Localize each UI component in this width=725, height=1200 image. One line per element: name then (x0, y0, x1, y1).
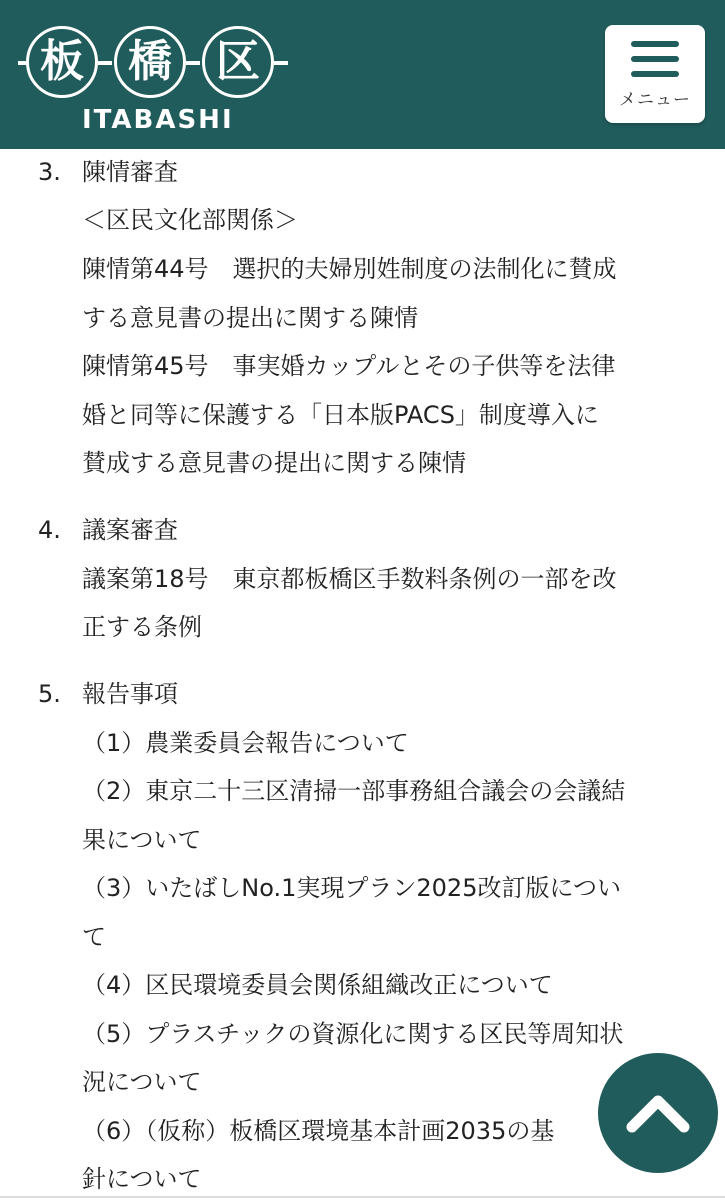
section-line: 婚と同等に保護する「日本版PACS」制度導入に (82, 401, 599, 429)
report-item: 況について (82, 1068, 202, 1096)
bottom-divider (0, 1196, 725, 1198)
logo-divider (186, 61, 200, 65)
section-line: する意見書の提出に関する陳情 (82, 304, 418, 332)
report-item: （3）いたばしNo.1実現プラン2025改訂版につい (82, 874, 621, 902)
scroll-to-top-button[interactable] (598, 1053, 718, 1173)
section-title: 議案審査 (82, 516, 178, 544)
itabashi-logo[interactable] (18, 10, 298, 135)
logo-circle-1 (26, 26, 98, 98)
report-item: （2）東京二十三区清掃一部事務組合議会の会議結 (82, 777, 626, 805)
logo-kanji-1: 板 (40, 36, 84, 87)
logo-divider (98, 61, 112, 65)
section-line: 陳情第44号 選択的夫婦別姓制度の法制化に賛成 (82, 255, 617, 283)
section-title: 陳情審査 (82, 158, 178, 186)
section-line: ＜区民文化部関係＞ (82, 206, 298, 234)
section-line: 陳情第45号 事実婚カップルとその子供等を法律 (82, 352, 616, 380)
report-item: て (82, 923, 106, 951)
report-item: （1）農業委員会報告について (82, 729, 409, 757)
section-line: 賛成する意見書の提出に関する陳情 (82, 449, 466, 477)
logo-divider (274, 61, 288, 65)
report-item: 果について (82, 826, 202, 854)
section-number: 4. (38, 516, 61, 544)
report-item: （6）（仮称）板橋区環境基本計画2035の基 (82, 1117, 555, 1145)
site-header (0, 0, 725, 149)
logo-circle-3 (202, 26, 274, 98)
logo-circle-2 (114, 26, 186, 98)
menu-button-label: メニュー (619, 90, 691, 110)
logo-kanji-3: 区 (216, 36, 260, 87)
report-item: 針について (82, 1165, 202, 1193)
report-item: （5）プラスチックの資源化に関する区民等周知状 (82, 1020, 624, 1048)
section-line: 正する条例 (82, 613, 202, 641)
section-line: 議案第18号 東京都板橋区手数料条例の一部を改 (82, 565, 617, 593)
section-number: 3. (38, 158, 61, 186)
hamburger-menu-icon (631, 41, 679, 77)
section-title: 報告事項 (82, 680, 178, 708)
report-item: （4）区民環境委員会関係組織改正について (82, 971, 553, 999)
logo-kanji-2: 橋 (128, 36, 172, 87)
section-number: 5. (38, 680, 61, 708)
menu-button[interactable] (605, 25, 705, 123)
logo-roman-text: ITABASHI (82, 105, 234, 135)
chevron-up-icon (626, 1093, 690, 1133)
